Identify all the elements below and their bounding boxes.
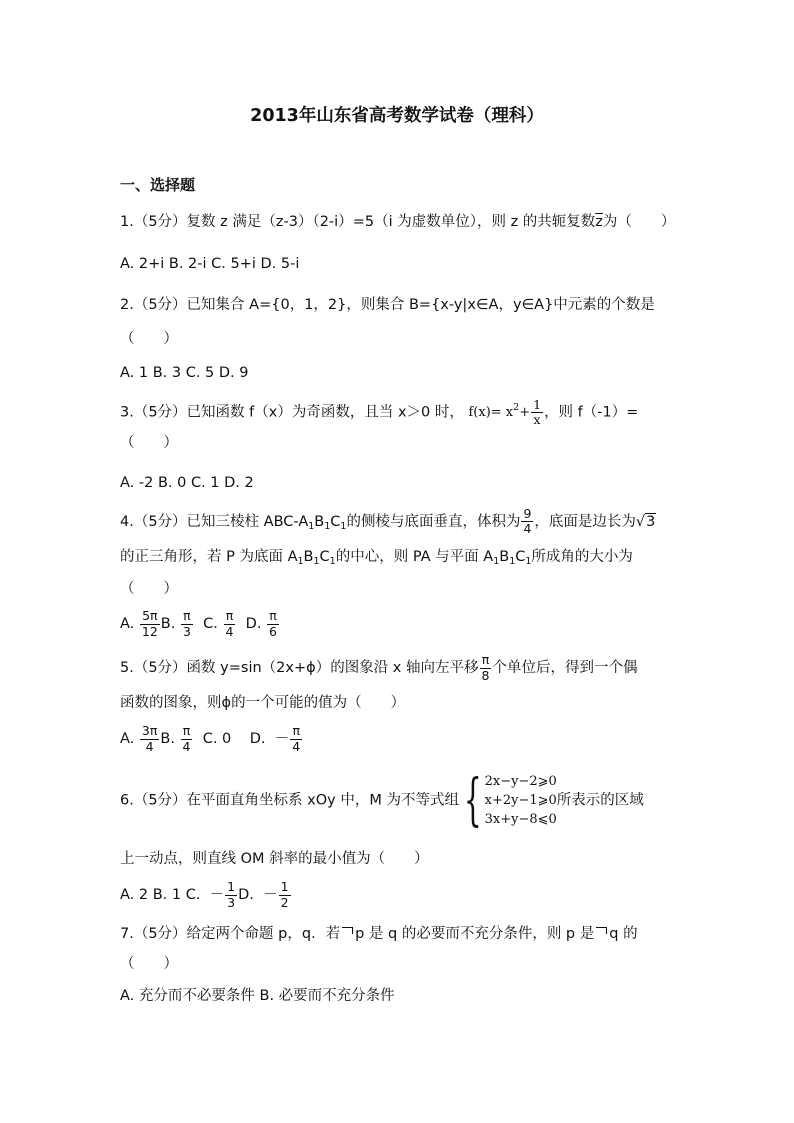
q4-sub: 1 (313, 556, 320, 567)
q4-l2-c: 所成角的大小为 (531, 549, 633, 565)
q5-b-frac (181, 724, 193, 754)
q3-fx: f(x)= x (468, 405, 514, 421)
q5-d-frac (290, 724, 302, 754)
q6-opt-d: D. (238, 887, 254, 903)
q6-ineq-1: 2x−y−2⩾0 (484, 774, 557, 789)
q4-sub: 1 (297, 556, 304, 567)
q1-text-end: 为（ ） (602, 214, 676, 230)
q5-den: 8 (481, 667, 490, 683)
q5-a-frac (140, 724, 159, 754)
q6-inequalities (485, 772, 557, 829)
q1-conjugate-z: $\overline{z}$ (595, 214, 603, 230)
q4-C: C (330, 513, 341, 530)
question-5-options (120, 723, 303, 755)
q4-a-den: 12 (141, 623, 158, 639)
q4-sub: 1 (340, 520, 347, 532)
q6-text-b: 所表示的区域 (556, 792, 644, 809)
question-7-stem (120, 927, 638, 942)
q5-shift-fraction (480, 653, 492, 683)
question-3-stem (120, 398, 638, 428)
q6-c-num: 1 (227, 879, 236, 895)
q4-opt-c-frac (223, 609, 235, 639)
q4-vol-den: 4 (523, 521, 532, 537)
q4-c-num: π (225, 608, 234, 624)
q4-C: C (319, 549, 330, 565)
q5-b-den: 4 (182, 738, 191, 754)
q4-B: B (303, 549, 314, 565)
q5-a-num: 3π (141, 723, 158, 739)
q5-text-a: 5.（5分）函数 y=sin（2x+ϕ）的图象沿 x 轴向左平移 (120, 660, 479, 676)
q4-C: C (515, 549, 526, 565)
q4-B: B (314, 513, 325, 530)
q4-c-den: 4 (225, 623, 234, 639)
q4-B: B (499, 549, 510, 565)
section-heading: 一、选择题 (120, 176, 196, 194)
q4-l2-b: 的中心，则 PA 与平面 A (335, 549, 494, 565)
q3-function (468, 397, 545, 428)
q4-vol-num: 9 (523, 506, 532, 521)
question-4-stem (120, 507, 656, 537)
q6-ineq-3: 3x+y−8⩽0 (484, 812, 557, 827)
q5-opt-b: B. (160, 731, 175, 747)
q3-fraction (531, 398, 543, 428)
q5-a-den: 4 (145, 738, 154, 754)
q6-opt-ab: A. 2 B. 1 C. (120, 887, 201, 903)
question-7-blank: （ ） (120, 956, 178, 972)
question-6-stem (120, 767, 644, 833)
q3-text-end: ，则 f（-1）= (544, 404, 639, 421)
q6-text-a: 6.（5分）在平面直角坐标系 xOy 中，M 为不等式组 (120, 792, 459, 809)
question-7-options: A. 充分而不必要条件 B. 必要而不充分条件 (120, 988, 395, 1004)
q6-c-sign: － (209, 887, 225, 903)
q5-b-num: π (182, 723, 191, 739)
brace-icon: { (463, 767, 482, 833)
q4-opt-a: A. (120, 616, 135, 632)
question-2-blank: （ ） (120, 331, 178, 347)
q5-d-den: 4 (292, 738, 301, 754)
q7-text-c: q 的 (609, 926, 638, 942)
question-5-stem (120, 652, 637, 684)
question-6-line2: 上一动点，则直线 OM 斜率的最小值为（ ） (120, 851, 429, 867)
q4-text-a: 4.（5分）已知三棱柱 ABC-A (120, 513, 309, 530)
q4-opt-d: D. (245, 616, 262, 632)
q4-sub: 1 (308, 520, 315, 532)
q3-text: 3.（5分）已知函数 f（x）为奇函数，且当 x＞0 时， (120, 404, 464, 421)
q6-ineq-2: x+2y−1⩾0 (484, 793, 557, 808)
question-4-line2 (120, 550, 633, 565)
q4-volume-fraction (521, 507, 533, 537)
q7-text-b: p 是 q 的必要而不充分条件，则 p 是 (355, 926, 595, 942)
q4-sub: 1 (493, 556, 500, 567)
q4-sub: 1 (324, 520, 331, 532)
q3-frac-num: 1 (533, 397, 542, 412)
q6-c-frac (225, 880, 237, 910)
q4-sqrt-value: 3 (646, 513, 656, 530)
q6-c-den: 3 (227, 894, 236, 910)
q4-l2-a: 的正三角形，若 P 为底面 A (120, 549, 298, 565)
question-2-stem: 2.（5分）已知集合 A={0，1，2}，则集合 B={x-y|x∈A，y∈A}中元素的个数是 (120, 297, 655, 313)
question-4-options (120, 608, 280, 640)
q4-b-num: π (183, 608, 191, 624)
q4-sub: 1 (509, 556, 516, 567)
question-3-options: A. -2 B. 0 C. 1 D. 2 (120, 475, 254, 491)
q4-opt-a-frac (140, 609, 160, 639)
q4-sub: 1 (329, 556, 336, 567)
negation-icon (342, 927, 353, 934)
q4-text-b: 的侧棱与底面垂直，体积为 (346, 513, 521, 530)
q4-opt-d-frac (267, 609, 279, 639)
question-1-stem (120, 215, 675, 230)
question-4-blank: （ ） (120, 581, 178, 597)
q4-opt-c: C. (203, 616, 218, 632)
q5-text-b: 个单位后，得到一个偶 (492, 660, 638, 676)
q4-d-den: 6 (269, 623, 277, 639)
question-2-options: A. 1 B. 3 C. 5 D. 9 (120, 365, 249, 381)
q5-opt-c: C. 0 (202, 731, 232, 747)
q4-a-num: 5π (142, 608, 158, 624)
q7-text-a: 7.（5分）给定两个命题 p，q．若 (120, 926, 341, 942)
q5-opt-d: D. (249, 731, 266, 747)
q4-opt-b: B. (160, 616, 176, 632)
q4-sub: 1 (525, 556, 532, 567)
page-title: 2013年山东省高考数学试卷（理科） (250, 106, 544, 126)
question-1-options: A. 2+i B. 2-i C. 5+i D. 5-i (120, 256, 300, 272)
q6-d-sign: － (263, 887, 278, 903)
q3-plus: + (519, 405, 531, 421)
q5-d-sign: － (274, 731, 290, 747)
q3-exponent: 2 (513, 402, 520, 414)
q4-sqrt: √3 (635, 513, 656, 530)
question-3-blank: （ ） (120, 435, 178, 451)
negation-icon (596, 927, 607, 934)
q4-d-num: π (269, 608, 277, 624)
q6-d-den: 2 (280, 894, 289, 910)
question-6-options (120, 879, 292, 911)
q6-d-num: 1 (280, 879, 289, 895)
q5-num: π (481, 652, 490, 668)
q5-d-num: π (292, 723, 300, 739)
q4-b-den: 3 (182, 623, 191, 639)
q6-inequality-system (459, 767, 557, 833)
q4-text-c: ，底面是边长为 (534, 513, 636, 530)
q4-opt-b-frac (181, 609, 193, 639)
q3-frac-den: x (533, 412, 541, 428)
q6-d-frac (279, 880, 291, 910)
q1-text: 1.（5分）复数 z 满足（z-3）（2-i）=5（i 为虚数单位），则 z 的共轭复数 (120, 214, 596, 230)
question-5-line2: 函数的图象，则ϕ的一个可能的值为（ ） (120, 695, 406, 711)
q5-opt-a: A. (120, 731, 135, 747)
